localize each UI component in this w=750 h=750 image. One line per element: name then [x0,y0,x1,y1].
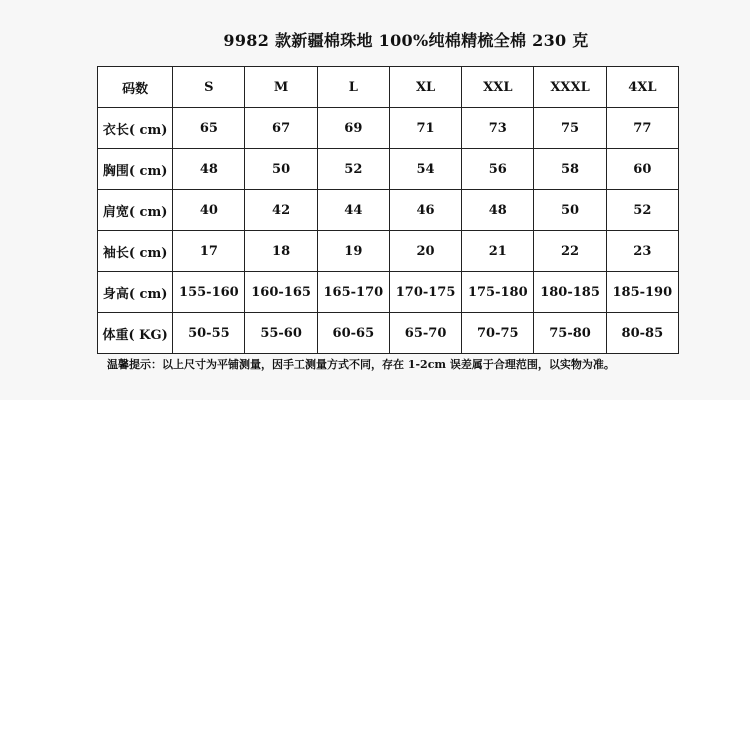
table-cell: 44 [317,190,389,231]
table-cell: 69 [317,108,389,149]
table-cell: 55-60 [245,313,317,354]
table-row-height [98,272,679,313]
table-cell: 73 [462,108,534,149]
table-cell: 52 [606,190,678,231]
table-cell: 19 [317,231,389,272]
table-cell: 160-165 [245,272,317,313]
table-cell: 23 [606,231,678,272]
table-cell: 175-180 [462,272,534,313]
table-cell: 165-170 [317,272,389,313]
table-cell: 56 [462,149,534,190]
table-row-chest [98,149,679,190]
header-cell-size-code: 码数 [98,67,173,108]
table-cell: 65-70 [389,313,461,354]
table-cell: 67 [245,108,317,149]
measurement-note: 温馨提示：以上尺寸为平铺测量，因手工测量方式不同，存在 1-2cm 误差属于合理范围，以实物为准。 [107,358,615,371]
row-label-height: 身高( cm) [98,272,173,313]
size-table [97,66,679,354]
table-cell: 46 [389,190,461,231]
table-cell: 50 [534,190,606,231]
table-cell: 50-55 [173,313,245,354]
table-cell: 60-65 [317,313,389,354]
table-cell: 185-190 [606,272,678,313]
table-cell: 52 [317,149,389,190]
table-row-weight [98,313,679,354]
table-cell: 48 [462,190,534,231]
table-row-shoulder [98,190,679,231]
table-cell: 18 [245,231,317,272]
header-cell-l: L [317,67,389,108]
row-label-chest: 胸围( cm) [98,149,173,190]
row-label-weight: 体重( KG) [98,313,173,354]
table-cell: 70-75 [462,313,534,354]
table-cell: 40 [173,190,245,231]
table-cell: 65 [173,108,245,149]
row-label-shoulder: 肩宽( cm) [98,190,173,231]
table-row-length [98,108,679,149]
header-cell-xxl: XXL [462,67,534,108]
table-cell: 80-85 [606,313,678,354]
table-cell: 77 [606,108,678,149]
table-cell: 75-80 [534,313,606,354]
table-cell: 75 [534,108,606,149]
header-cell-4xl: 4XL [606,67,678,108]
row-label-sleeve: 袖长( cm) [98,231,173,272]
table-cell: 180-185 [534,272,606,313]
table-cell: 54 [389,149,461,190]
table-header-row [98,67,679,108]
table-cell: 170-175 [389,272,461,313]
table-cell: 21 [462,231,534,272]
table-cell: 60 [606,149,678,190]
header-cell-xl: XL [389,67,461,108]
table-cell: 48 [173,149,245,190]
chart-title: 9982 款新疆棉珠地 100%纯棉精梳全棉 230 克 [223,31,589,50]
header-cell-xxxl: XXXL [534,67,606,108]
header-cell-m: M [245,67,317,108]
table-cell: 58 [534,149,606,190]
table-cell: 50 [245,149,317,190]
table-row-sleeve [98,231,679,272]
table-cell: 71 [389,108,461,149]
table-cell: 20 [389,231,461,272]
table-cell: 42 [245,190,317,231]
table-cell: 17 [173,231,245,272]
table-cell: 155-160 [173,272,245,313]
header-cell-s: S [173,67,245,108]
table-cell: 22 [534,231,606,272]
row-label-length: 衣长( cm) [98,108,173,149]
